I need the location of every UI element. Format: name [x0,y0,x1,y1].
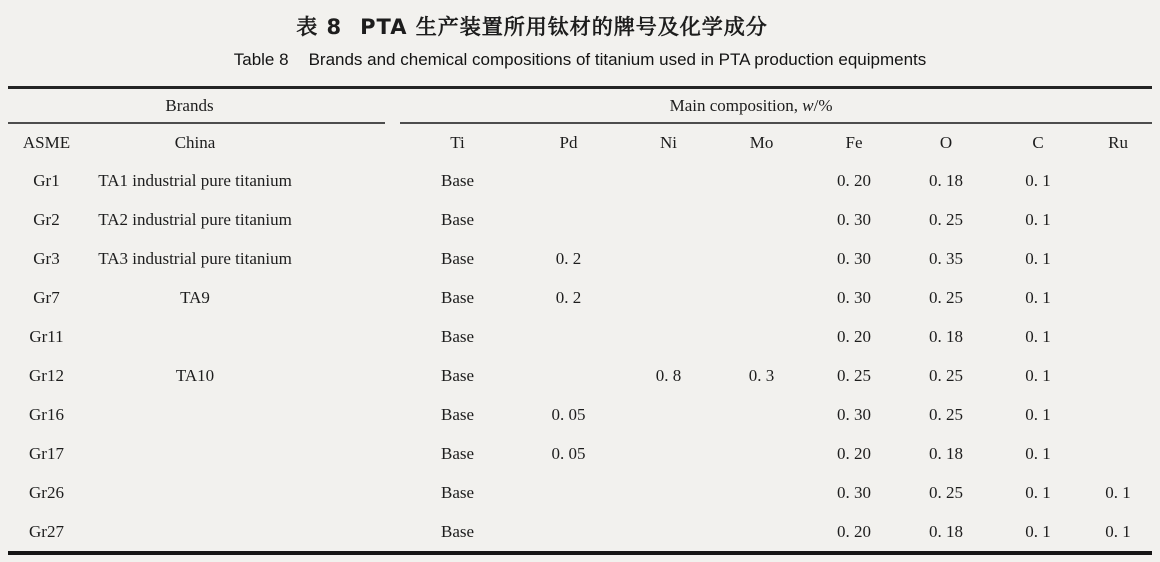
group-header-brands: Brands [8,88,385,124]
cell-china: TA9 [180,287,210,307]
cell-fe: 0. 30 [837,482,872,502]
cell-pd [515,356,622,395]
cell-c: 0. 1 [1025,326,1051,346]
cell-ni [622,161,715,200]
composition-label-suffix: /% [813,95,833,115]
caption-chinese-label: 表 8 [296,15,343,39]
cell-china: TA3 industrial pure titanium [98,248,292,268]
spacer-column [385,473,400,512]
cell-pd: 0. 2 [555,287,582,307]
spacer-column [385,434,400,473]
cell-fe: 0. 30 [837,287,872,307]
table-row [8,434,1152,473]
cell-ni [622,473,715,512]
cell-ru [1084,434,1152,473]
cell-ru [1084,278,1152,317]
spacer-column [385,317,400,356]
table-row [8,317,1152,356]
cell-fe: 0. 20 [837,521,872,541]
cell-ni [622,512,715,553]
cell-china [85,317,385,356]
spacer-column [385,161,400,200]
caption-english [0,50,1160,70]
cell-fe: 0. 30 [837,209,872,229]
cell-ru: 0. 1 [1105,521,1131,541]
cell-mo [715,434,808,473]
cell-ru [1084,356,1152,395]
table-body [8,161,1152,553]
cell-mo [715,512,808,553]
table-row [8,278,1152,317]
table-caption [0,11,1160,70]
cell-ni [622,239,715,278]
cell-ti: Base [440,404,475,424]
spacer-column [385,88,400,124]
cell-ti: Base [440,209,475,229]
cell-ni [622,200,715,239]
cell-c: 0. 1 [1025,209,1051,229]
cell-c: 0. 1 [1025,170,1051,190]
column-header-ru: Ru [1108,132,1128,152]
spacer-column [385,512,400,553]
cell-asme: Gr2 [33,209,60,229]
cell-c: 0. 1 [1025,482,1051,502]
cell-fe: 0. 20 [837,443,872,463]
cell-china [85,434,385,473]
column-header-row [8,123,1152,161]
cell-ru [1084,239,1152,278]
table-row [8,512,1152,553]
cell-mo [715,317,808,356]
cell-ru [1084,200,1152,239]
cell-c: 0. 1 [1025,287,1051,307]
cell-o: 0. 18 [929,443,964,463]
cell-asme: Gr12 [29,365,64,385]
cell-ti: Base [440,443,475,463]
cell-mo [715,473,808,512]
column-header-o: O [939,132,953,152]
spacer-column [385,395,400,434]
spacer-column [385,200,400,239]
cell-pd: 0. 05 [551,404,586,424]
table-row [8,395,1152,434]
cell-fe: 0. 30 [837,248,872,268]
cell-o: 0. 18 [929,170,964,190]
cell-o: 0. 18 [929,326,964,346]
cell-mo [715,161,808,200]
table-row [8,473,1152,512]
cell-asme: Gr16 [29,404,64,424]
cell-china [85,395,385,434]
table-row [8,356,1152,395]
cell-ru: 0. 1 [1105,482,1131,502]
caption-chinese-text: PTA 生产装置所用钛材的牌号及化学成分 [360,15,768,39]
table-row [8,200,1152,239]
column-header-pd: Pd [559,132,578,152]
cell-fe: 0. 30 [837,404,872,424]
cell-pd [515,200,622,239]
cell-o: 0. 25 [929,287,964,307]
column-header-mo: Mo [749,132,774,152]
cell-pd: 0. 05 [551,443,586,463]
cell-asme: Gr26 [29,482,64,502]
column-header-c: C [1032,132,1044,152]
cell-pd [515,512,622,553]
cell-mo [715,200,808,239]
cell-china [85,512,385,553]
cell-pd: 0. 2 [555,248,582,268]
cell-o: 0. 25 [929,482,964,502]
composition-label-prefix: Main composition, [669,95,803,115]
cell-asme: Gr3 [33,248,60,268]
cell-o: 0. 25 [929,209,964,229]
cell-c: 0. 1 [1025,443,1051,463]
cell-ni [622,434,715,473]
spacer-column [385,123,400,161]
spacer-column [385,278,400,317]
cell-ru [1084,395,1152,434]
cell-c: 0. 1 [1025,404,1051,424]
cell-o: 0. 25 [929,404,964,424]
cell-china: TA1 industrial pure titanium [98,170,292,190]
cell-fe: 0. 25 [837,365,872,385]
cell-ni [622,395,715,434]
column-header-asme: ASME [22,132,71,152]
group-header-row [8,88,1152,124]
cell-fe: 0. 20 [837,170,872,190]
cell-asme: Gr1 [33,170,60,190]
cell-china: TA2 industrial pure titanium [98,209,292,229]
cell-c: 0. 1 [1025,521,1051,541]
cell-ti: Base [440,521,475,541]
column-header-fe: Fe [845,132,863,152]
group-header-composition [400,88,1152,124]
cell-ti: Base [440,287,475,307]
column-header-ti: Ti [450,132,465,152]
spacer-column [385,239,400,278]
cell-china [85,473,385,512]
cell-ni [622,278,715,317]
cell-ti: Base [440,248,475,268]
cell-china: TA10 [175,365,215,385]
table-row [8,161,1152,200]
column-header-ni: Ni [660,132,678,152]
cell-ti: Base [440,326,475,346]
cell-mo [715,239,808,278]
caption-chinese [0,11,1112,41]
cell-c: 0. 1 [1025,365,1051,385]
cell-o: 0. 25 [929,365,964,385]
table-row [8,239,1152,278]
cell-mo: 0. 3 [748,365,775,385]
composition-table [8,86,1152,555]
cell-ru [1084,317,1152,356]
cell-mo [715,395,808,434]
cell-o: 0. 18 [929,521,964,541]
cell-c: 0. 1 [1025,248,1051,268]
cell-pd [515,473,622,512]
cell-asme: Gr27 [29,521,64,541]
cell-mo [715,278,808,317]
cell-pd [515,161,622,200]
column-header-china: China [174,132,216,152]
caption-english-text: Brands and chemical compositions of titanium used in PTA production equipments [308,50,927,69]
cell-pd [515,317,622,356]
cell-ti: Base [440,365,475,385]
cell-asme: Gr11 [29,326,64,346]
cell-ti: Base [440,482,475,502]
cell-ru [1084,161,1152,200]
cell-ti: Base [440,170,475,190]
cell-ni: 0. 8 [655,365,682,385]
cell-fe: 0. 20 [837,326,872,346]
cell-ni [622,317,715,356]
caption-english-label: Table 8 [233,50,289,69]
cell-asme: Gr7 [33,287,60,307]
cell-o: 0. 35 [929,248,964,268]
composition-symbol-w: w [802,95,814,115]
spacer-column [385,356,400,395]
cell-asme: Gr17 [29,443,64,463]
